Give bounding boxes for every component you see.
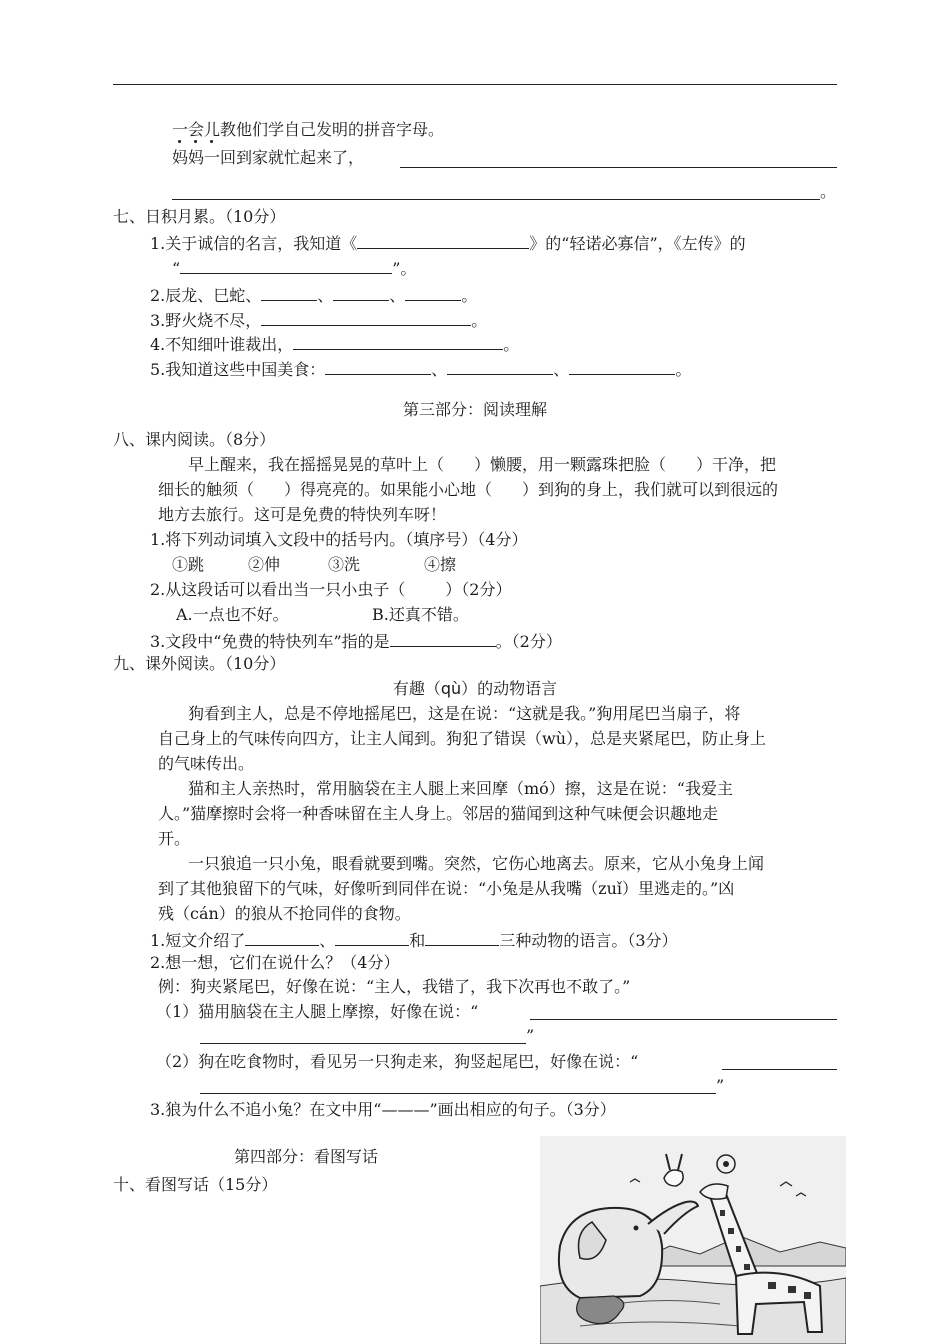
article-title: 有趣（qù）的动物语言 — [392, 679, 558, 698]
section-7-title: 七、日积月累。（10分） — [113, 207, 286, 226]
s7-q1-cont: “ ”。 — [172, 255, 416, 279]
article-p3-l1: 一只狼追一只小兔，眼看就要到嘴。突然，它伤心地离去。原来，它从小兔身上闻 — [188, 854, 765, 873]
answer-line[interactable] — [172, 199, 820, 200]
s8-q2: 2.从这段话可以看出当一只小虫子（ ）（2分） — [150, 580, 512, 599]
close-quote: ” — [716, 1076, 725, 1095]
article-p2-l3: 开。 — [158, 829, 191, 848]
s7-q3: 3.野火烧不尽， 。 — [150, 307, 487, 331]
dotted-word: 一会儿 — [172, 120, 221, 139]
section-10-title: 十、看图写话（15分） — [113, 1175, 278, 1194]
s8-passage-line-3: 地方去旅行。这可是免费的特快列车呀！ — [158, 505, 447, 524]
fill-blank[interactable] — [390, 628, 496, 647]
section-8-title: 八、课内阅读。（8分） — [113, 430, 276, 449]
article-p1-l1: 狗看到主人，总是不停地摇尾巴，这是在说：“这就是我。”狗用尾巴当扇子，将 — [188, 704, 741, 723]
fill-blank[interactable] — [447, 356, 553, 375]
fill-blank[interactable] — [261, 282, 317, 301]
period: 。 — [820, 182, 837, 201]
elephant-giraffe-rabbit-illustration — [540, 1136, 846, 1344]
s7-q2: 2.辰龙、巳蛇、 、 、 。 — [150, 282, 477, 306]
article-p3-l3: 残（cán）的狼从不抢同伴的食物。 — [158, 904, 411, 923]
illustration-svg — [540, 1136, 846, 1344]
fill-blank[interactable] — [180, 255, 392, 274]
fill-blank[interactable] — [405, 282, 461, 301]
answer-line[interactable] — [400, 167, 837, 168]
fill-blank[interactable] — [293, 331, 503, 350]
mom-sentence: 妈妈一回到家就忙起来了， — [172, 148, 365, 167]
s7-q5: 5.我知道这些中国美食： 、 、 。 — [150, 356, 691, 380]
s9-q3: 3.狼为什么不追小兔？在文中用“———”画出相应的句子。（3分） — [150, 1100, 616, 1119]
s9-q2-1: （1）猫用脑袋在主人腿上摩擦，好像在说：“ — [156, 1002, 479, 1021]
emphasis-dots — [172, 138, 232, 146]
article-p1-l3: 的气味传出。 — [158, 754, 255, 773]
s9-q1: 1.短文介绍了 、 和 三种动物的语言。（3分） — [150, 927, 678, 951]
s8-q2-options: A.一点也不好。 B.还真不错。 — [176, 605, 469, 624]
answer-line[interactable] — [200, 1043, 526, 1044]
s8-q3: 3.文段中“免费的特快列车”指的是 。（2分） — [150, 628, 562, 652]
article-p1-l2: 自己身上的气味传向四方，让主人闻到。狗犯了错误（wù），总是夹紧尾巴，防止身上 — [158, 729, 767, 748]
part-3-heading: 第三部分：阅读理解 — [402, 400, 547, 419]
fill-blank[interactable] — [335, 927, 409, 946]
fill-blank[interactable] — [325, 356, 431, 375]
close-quote: ” — [526, 1026, 535, 1045]
part-4-heading: 第四部分：看图写话 — [234, 1147, 379, 1166]
s9-example: 例：狗夹紧尾巴，好像在说：“主人，我错了，我下次再也不敢了。” — [158, 977, 631, 996]
header-rule — [113, 84, 837, 85]
s8-q1: 1.将下列动词填入文段中的括号内。（填序号）（4分） — [150, 530, 528, 549]
s9-q2-2: （2）狗在吃食物时，看见另一只狗走来，狗竖起尾巴，好像在说：“ — [156, 1052, 639, 1071]
s9-q2: 2.想一想，它们在说什么？（4分） — [150, 953, 400, 972]
article-p2-l1: 猫和主人亲热时，常用脑袋在主人腿上来回摩（mó）擦，这是在说：“我爱主 — [188, 779, 733, 798]
fill-blank[interactable] — [245, 927, 319, 946]
answer-line[interactable] — [722, 1069, 837, 1070]
answer-line[interactable] — [530, 1019, 837, 1020]
answer-line[interactable] — [200, 1093, 716, 1094]
article-p2-l2: 人。”猫摩擦时会将一种香味留在主人身上。邻居的猫闻到这种气味便会识趣地走 — [158, 804, 719, 823]
fill-blank[interactable] — [425, 927, 499, 946]
s8-passage-line-1: 早上醒来，我在摇摇晃晃的草叶上（ ）懒腰，用一颗露珠把脸（ ）干净，把 — [188, 455, 777, 474]
s7-q1: 1.关于诚信的名言，我知道《 》的“轻诺必寡信”，《左传》的 — [150, 230, 746, 254]
section-9-title: 九、课外阅读。（10分） — [113, 654, 286, 673]
fill-blank[interactable] — [333, 282, 389, 301]
fill-blank[interactable] — [569, 356, 675, 375]
s8-passage-line-2: 细长的触须（ ）得亮亮的。如果能小心地（ ）到狗的身上，我们就可以到很远的 — [158, 480, 779, 499]
fill-blank[interactable] — [261, 307, 471, 326]
s7-q4: 4.不知细叶谁裁出， 。 — [150, 331, 519, 355]
sentence-dotted: 一会儿教他们学自己发明的拼音字母。 — [172, 120, 445, 139]
fill-blank[interactable] — [357, 230, 529, 249]
article-p3-l2: 到了其他狼留下的气味，好像听到同伴在说：“小兔是从我嘴（zuǐ）里逃走的。”凶 — [158, 879, 735, 898]
s8-options: ①跳 ②伸 ③洗 ④擦 — [172, 555, 457, 574]
